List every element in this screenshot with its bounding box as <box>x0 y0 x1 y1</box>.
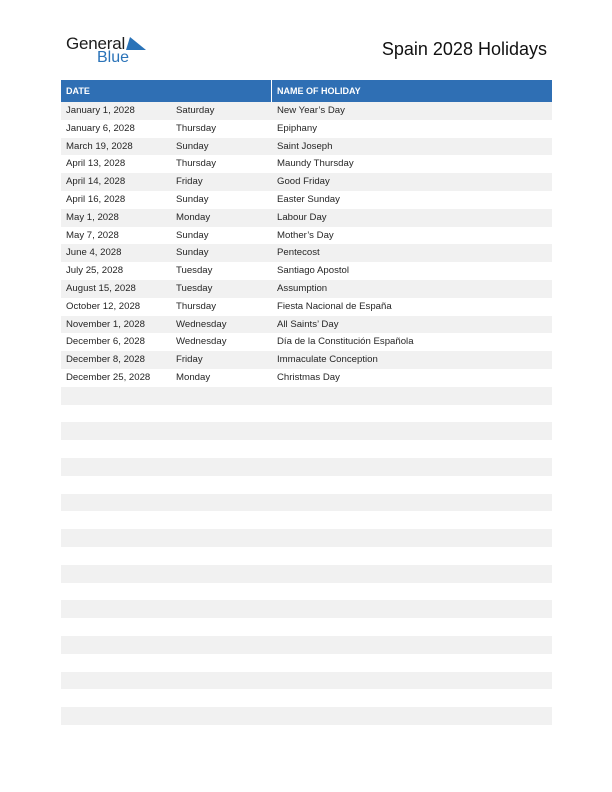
holiday-name: Pentecost <box>277 247 320 259</box>
holiday-weekday: Wednesday <box>176 336 227 348</box>
empty-table-row <box>61 600 552 618</box>
empty-table-row <box>61 405 552 423</box>
holiday-name: Epiphany <box>277 122 318 134</box>
holiday-weekday: Tuesday <box>176 265 213 277</box>
holiday-date: December 6, 2028 <box>66 336 145 348</box>
empty-table-row <box>61 636 552 654</box>
holiday-weekday: Wednesday <box>176 318 227 330</box>
header-divider <box>271 80 272 102</box>
holiday-name: Assumption <box>277 282 328 294</box>
holiday-name: Immaculate Conception <box>277 354 378 366</box>
table-row <box>61 351 552 369</box>
holiday-weekday: Saturday <box>176 105 215 116</box>
holiday-name: All Saints’ Day <box>277 318 339 330</box>
holiday-name: Día de la Constitución Española <box>277 336 414 348</box>
table-row <box>61 191 552 209</box>
empty-table-row <box>61 547 552 565</box>
empty-table-row <box>61 583 552 601</box>
table-row <box>61 173 552 191</box>
holiday-weekday: Friday <box>176 176 203 188</box>
empty-table-row <box>61 511 552 529</box>
table-row <box>61 262 552 280</box>
holiday-name: Good Friday <box>277 176 330 188</box>
empty-table-row <box>61 422 552 440</box>
holiday-name: New Year’s Day <box>277 105 345 116</box>
holiday-weekday: Thursday <box>176 158 216 170</box>
table-row <box>61 298 552 316</box>
holiday-name: Fiesta Nacional de España <box>277 300 392 312</box>
holiday-name: Mother’s Day <box>277 229 334 241</box>
holiday-name: Christmas Day <box>277 371 340 383</box>
holiday-date: November 1, 2028 <box>66 318 145 330</box>
empty-table-row <box>61 529 552 547</box>
holiday-date: April 14, 2028 <box>66 176 126 188</box>
table-row <box>61 244 552 262</box>
empty-table-row <box>61 440 552 458</box>
holiday-date: May 7, 2028 <box>66 229 119 241</box>
empty-table-row <box>61 565 552 583</box>
holiday-date: October 12, 2028 <box>66 300 141 312</box>
table-row <box>61 209 552 227</box>
holiday-date: April 13, 2028 <box>66 158 126 170</box>
table-row <box>61 155 552 173</box>
empty-table-row <box>61 494 552 512</box>
empty-table-row <box>61 476 552 494</box>
empty-table-row <box>61 618 552 636</box>
holiday-weekday: Thursday <box>176 300 216 312</box>
holiday-weekday: Sunday <box>176 193 209 205</box>
holiday-date: December 25, 2028 <box>66 371 151 383</box>
empty-table-row <box>61 458 552 476</box>
table-row <box>61 120 552 138</box>
holiday-weekday: Monday <box>176 211 211 223</box>
holiday-date: May 1, 2028 <box>66 211 119 223</box>
holiday-weekday: Thursday <box>176 122 216 134</box>
table-row <box>61 102 552 120</box>
holidays-table <box>61 80 552 743</box>
holiday-name: Saint Joseph <box>277 140 333 152</box>
logo-blue-text: Blue <box>97 49 130 66</box>
holiday-weekday: Sunday <box>176 247 209 259</box>
general-blue-logo <box>66 34 156 68</box>
holiday-weekday: Sunday <box>176 140 209 152</box>
holiday-name: Maundy Thursday <box>277 158 354 170</box>
holiday-date: April 16, 2028 <box>66 193 126 205</box>
empty-table-row <box>61 725 552 743</box>
holiday-name: Santiago Apostol <box>277 265 350 277</box>
holiday-name: Labour Day <box>277 211 327 223</box>
empty-table-row <box>61 707 552 725</box>
holiday-date: March 19, 2028 <box>66 140 133 152</box>
table-body <box>61 102 552 743</box>
holiday-date: December 8, 2028 <box>66 354 145 366</box>
holiday-weekday: Tuesday <box>176 282 213 294</box>
holiday-date: June 4, 2028 <box>66 247 122 259</box>
header-date: DATE <box>66 86 90 96</box>
table-header <box>61 80 552 102</box>
table-row <box>61 316 552 334</box>
table-row <box>61 369 552 387</box>
holiday-date: August 15, 2028 <box>66 282 136 294</box>
holiday-weekday: Sunday <box>176 229 209 241</box>
holiday-date: January 6, 2028 <box>66 122 135 134</box>
empty-table-row <box>61 654 552 672</box>
holiday-date: July 25, 2028 <box>66 265 124 277</box>
table-row <box>61 280 552 298</box>
holiday-weekday: Monday <box>176 371 211 383</box>
holiday-date: January 1, 2028 <box>66 105 135 116</box>
empty-table-row <box>61 672 552 690</box>
table-row <box>61 333 552 351</box>
table-row <box>61 138 552 156</box>
holiday-name: Easter Sunday <box>277 193 340 205</box>
empty-table-row <box>61 689 552 707</box>
holiday-weekday: Friday <box>176 354 203 366</box>
header-holiday-name: NAME OF HOLIDAY <box>277 86 361 96</box>
table-row <box>61 227 552 245</box>
logo-general-text: General <box>66 34 126 53</box>
page-title: Spain 2028 Holidays <box>381 39 547 59</box>
empty-table-row <box>61 387 552 405</box>
